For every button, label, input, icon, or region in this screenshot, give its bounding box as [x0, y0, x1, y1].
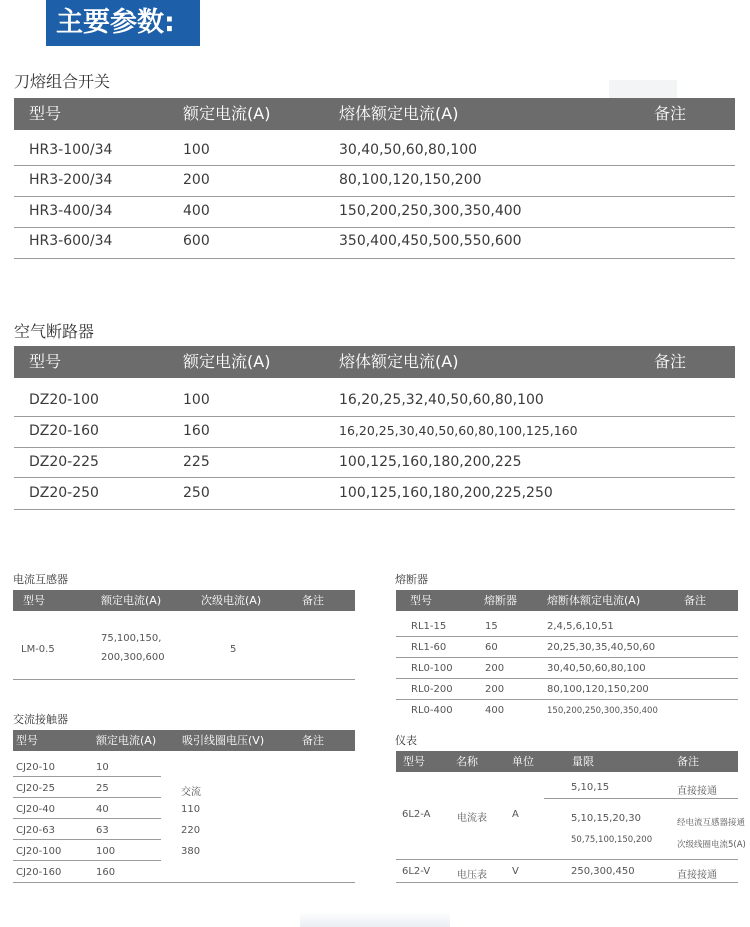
t3-title: 电流互感器 [13, 573, 68, 586]
divider [396, 678, 738, 679]
t3-header-rated: 额定电流(A) [101, 594, 162, 607]
cell-model: CJ20-63 [16, 825, 55, 836]
cell-model: 6L2-V [402, 866, 431, 877]
t4-header-rated: 熔断体额定电流(A) [547, 594, 641, 607]
cell-fuse: 16,20,25,32,40,50,60,80,100 [339, 392, 544, 408]
t2-header-note: 备注 [654, 352, 687, 371]
cell-model: RL1-15 [411, 621, 447, 632]
cell-rated: 250 [183, 485, 210, 501]
cell-model: HR3-400/34 [29, 203, 113, 219]
t4-title: 熔断器 [395, 573, 428, 586]
t1-header-rated: 额定电流(A) [183, 104, 271, 123]
t4-header [396, 590, 738, 611]
divider [14, 258, 735, 259]
divider [14, 416, 735, 417]
cell-rated: 80,100,120,150,200 [547, 684, 649, 695]
t1-header-note: 备注 [654, 104, 687, 123]
cell-fuse: 16,20,25,30,40,50,60,80,100,125,160 [339, 423, 578, 438]
cell-rated: 63 [96, 825, 109, 836]
cell-range: 250,300,450 [571, 866, 635, 877]
cell-model: CJ20-10 [16, 762, 55, 773]
t6-header-model: 型号 [403, 755, 425, 768]
cell-rated: 2,4,5,6,10,51 [547, 621, 614, 632]
cell-model: RL1-60 [411, 642, 447, 653]
cell-fuse: 150,200,250,300,350,400 [339, 203, 522, 219]
divider [14, 227, 735, 228]
t5-header-voltage: 吸引线圈电压(V) [182, 734, 265, 747]
divider [14, 196, 735, 197]
t6-header-name: 名称 [456, 755, 478, 768]
t2-header-rated: 额定电流(A) [183, 352, 271, 371]
t4-body [396, 611, 738, 721]
cell-range: 50,75,100,150,200 [571, 835, 653, 845]
t6-title: 仪表 [395, 734, 417, 747]
cell-rated: 100 [183, 392, 210, 408]
divider [13, 860, 161, 861]
cell-voltage: 220 [181, 825, 201, 836]
cell-rated: 200 [183, 172, 210, 188]
t1-header-fuse: 熔体额定电流(A) [339, 104, 459, 123]
divider [396, 859, 738, 860]
cell-name: 电压表 [457, 870, 487, 881]
cell-rated: 600 [183, 233, 210, 249]
t2-header-fuse: 熔体额定电流(A) [339, 352, 459, 371]
table-row [14, 233, 735, 253]
t6-header [396, 751, 738, 772]
cell-name: 电流表 [457, 813, 487, 824]
table-row [14, 454, 735, 474]
table-row [14, 172, 735, 192]
cell-model: DZ20-160 [29, 423, 99, 439]
divider [13, 797, 161, 798]
t1-body [14, 130, 735, 260]
cell-fuse: 100,125,160,180,200,225,250 [339, 485, 553, 501]
cell-fuse: 80,100,120,150,200 [339, 172, 482, 188]
decorative-shape [609, 80, 677, 98]
divider [13, 776, 161, 777]
cell-rated: 100 [96, 846, 116, 857]
cell-note: 直接接通 [677, 870, 717, 881]
cell-model: HR3-100/34 [29, 142, 113, 158]
t1-header-model: 型号 [29, 104, 62, 123]
t5-header-model: 型号 [16, 734, 38, 747]
cell-note: 经电流互感器接通 [677, 818, 746, 828]
divider [13, 818, 161, 819]
cell-voltage: 110 [181, 804, 201, 815]
cell-model: DZ20-250 [29, 485, 99, 501]
cell-model: CJ20-40 [16, 804, 55, 815]
cell-model: RL0-200 [411, 684, 453, 695]
cell-note: 次级线圈电流5(A) [677, 840, 746, 850]
cell-rated: 400 [183, 203, 210, 219]
cell-fuse: 200 [485, 663, 505, 674]
t4-header-note: 备注 [684, 594, 706, 607]
t5-header-note: 备注 [302, 734, 324, 747]
cell-model: DZ20-225 [29, 454, 99, 470]
t6-body [396, 772, 746, 884]
t1-title: 刀熔组合开关 [14, 72, 111, 91]
cell-rated: 40 [96, 804, 109, 815]
t2-title: 空气断路器 [14, 322, 95, 341]
t3-header-note: 备注 [302, 594, 324, 607]
cell-model: DZ20-100 [29, 392, 99, 408]
t3-secondary: 5 [230, 644, 237, 655]
divider [13, 839, 161, 840]
table-row [14, 203, 735, 223]
page-banner-title: 主要参数: [46, 0, 200, 46]
cell-unit: V [512, 866, 519, 877]
decorative-glow [300, 912, 450, 927]
cell-rated: 160 [96, 867, 116, 878]
t2-body [14, 378, 735, 510]
divider [396, 657, 738, 658]
cell-model: RL0-400 [411, 705, 453, 716]
cell-voltage: 380 [181, 846, 201, 857]
t2-header [14, 346, 735, 378]
divider [396, 882, 738, 883]
cell-model: HR3-200/34 [29, 172, 113, 188]
cell-rated: 150,200,250,300,350,400 [547, 706, 658, 716]
cell-unit: A [512, 809, 519, 820]
t4-header-model: 型号 [410, 594, 432, 607]
divider [14, 447, 735, 448]
divider [14, 165, 735, 166]
t1-header [14, 98, 735, 130]
table-row [14, 423, 735, 443]
cell-fuse: 15 [485, 621, 498, 632]
t2-header-model: 型号 [29, 352, 62, 371]
divider [396, 699, 738, 700]
cell-fuse: 100,125,160,180,200,225 [339, 454, 522, 470]
divider [13, 679, 355, 680]
cell-rated: 225 [183, 454, 210, 470]
cell-rated: 160 [183, 423, 210, 439]
cell-model: HR3-600/34 [29, 233, 113, 249]
cell-fuse: 30,40,50,60,80,100 [339, 142, 478, 158]
t3-rated-line2: 200,300,600 [101, 652, 165, 663]
table-row [14, 142, 735, 162]
cell-fuse: 350,400,450,500,550,600 [339, 233, 522, 249]
cell-rated: 20,25,30,35,40,50,60 [547, 642, 656, 653]
divider [13, 882, 355, 883]
t3-rated-line1: 75,100,150, [101, 633, 162, 644]
cell-model: CJ20-25 [16, 783, 55, 794]
t4-header-fuse: 熔断器 [484, 594, 517, 607]
cell-model: CJ20-160 [16, 867, 62, 878]
cell-voltage: 交流 [181, 787, 201, 798]
cell-fuse: 400 [485, 705, 505, 716]
cell-model: 6L2-A [402, 809, 431, 820]
t5-header [13, 730, 355, 751]
cell-rated: 25 [96, 783, 109, 794]
divider [396, 636, 738, 637]
t5-body [13, 751, 355, 885]
t3-header-model: 型号 [23, 594, 45, 607]
t5-header-rated: 额定电流(A) [96, 734, 157, 747]
t6-header-unit: 单位 [512, 755, 534, 768]
t6-header-range: 量限 [572, 755, 594, 768]
t5-title: 交流接触器 [13, 713, 68, 726]
cell-fuse: 60 [485, 642, 498, 653]
table-row [14, 485, 735, 505]
t6-header-note: 备注 [677, 755, 699, 768]
t3-model: LM-0.5 [21, 644, 55, 655]
table-row [14, 392, 735, 412]
cell-rated: 100 [183, 142, 210, 158]
cell-range: 5,10,15,20,30 [571, 813, 641, 824]
cell-range: 5,10,15 [571, 782, 610, 793]
t3-header [13, 590, 355, 611]
cell-note: 直接接通 [677, 786, 717, 797]
divider [14, 509, 735, 510]
cell-model: RL0-100 [411, 663, 453, 674]
divider [14, 477, 735, 478]
t3-header-secondary: 次级电流(A) [201, 594, 262, 607]
cell-rated: 30,40,50,60,80,100 [547, 663, 646, 674]
cell-fuse: 200 [485, 684, 505, 695]
divider [544, 798, 738, 799]
cell-rated: 10 [96, 762, 109, 773]
cell-model: CJ20-100 [16, 846, 62, 857]
